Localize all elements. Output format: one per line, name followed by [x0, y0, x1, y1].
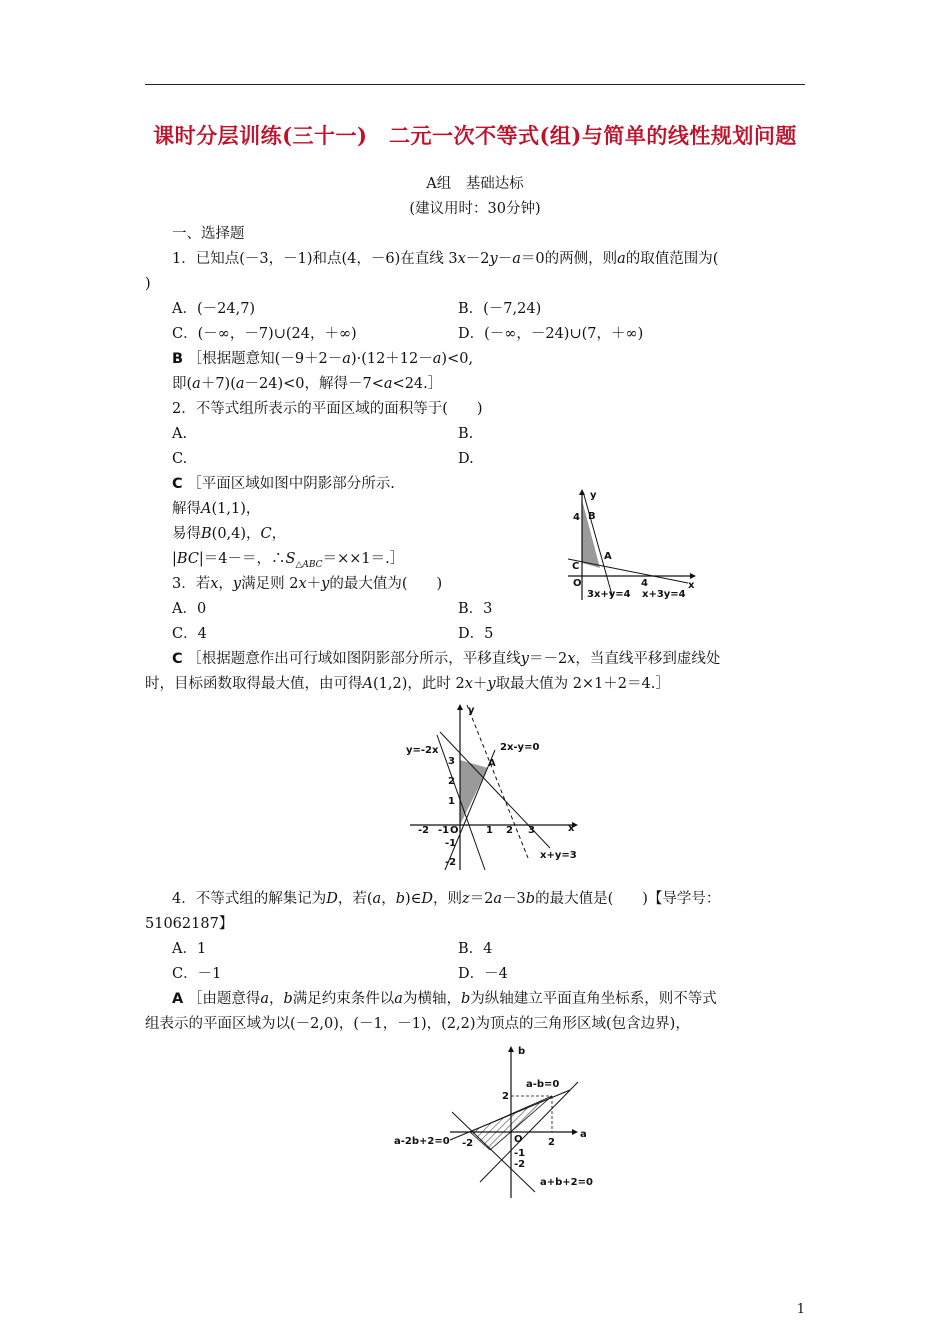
q3-tick-x-m2: -2: [418, 825, 430, 836]
q2-solution-4: |BC|＝4－＝，$\therefore S_{\triangle ABC}=\times\times 1=.]$: [172, 551, 405, 570]
q3-line-label-1: y=-2x: [406, 745, 439, 756]
q2-answer: C: [172, 476, 183, 492]
q1-answer: B: [172, 351, 184, 367]
q4-line-label-2: a-2b+2=0: [394, 1136, 450, 1147]
q2-option-d: D.: [458, 451, 474, 467]
q3-tick-x-2: 2: [506, 825, 513, 836]
time-hint: (建议用时：30分钟): [409, 201, 541, 217]
q3-stem: 3．若x，y满足则 2x＋y的最大值为( ): [172, 576, 443, 592]
q1-option-d: D．(－∞，－24)∪(7，＋∞): [458, 326, 644, 342]
q3-tick-y-m1: -1: [445, 838, 457, 849]
q3-option-b: B．3: [458, 601, 493, 617]
q3-option-c: C．4: [172, 626, 207, 642]
q4-tick-y-m1: -1: [514, 1148, 526, 1159]
section-heading: 一、选择题: [172, 226, 245, 242]
q3-line-label-2: 2x-y=0: [500, 742, 540, 753]
q3-tick-x-1: 1: [486, 825, 493, 836]
q3-figure: [400, 700, 585, 872]
q4-figure: [390, 1040, 600, 1202]
q4-solution: A ［由题意得a，b满足约束条件以a为横轴，b为纵轴建立平面直角坐标系，则不等式: [172, 991, 717, 1007]
q2-solution: C ［平面区域如图中阴影部分所示.: [172, 476, 395, 492]
q2-option-b: B.: [458, 426, 474, 442]
q3-option-a: A．0: [172, 601, 207, 617]
q4-axis-a: a: [580, 1129, 587, 1140]
q1-solution-cont: 即(a＋7)(a－24)<0，解得－7<a<24.］: [172, 376, 443, 392]
q4-line-label-3: a+b+2=0: [540, 1177, 593, 1188]
q2-solution-3: 易得B(0,4)，C，: [172, 526, 287, 542]
q4-option-a: A．1: [172, 941, 207, 957]
q2-line-label-1: 3x+y=4: [587, 589, 631, 600]
header-rule: [145, 84, 805, 85]
q1-solution: B ［根据题意知(－9＋2－a)·(12＋12－a)<0,: [172, 351, 474, 367]
q3-solution: C ［根据题意作出可行域如图阴影部分所示，平移直线y＝－2x，当直线平移到虚线处: [172, 651, 721, 667]
q2-stem: 2．不等式组所表示的平面区域的面积等于( ): [172, 401, 483, 417]
q3-tick-x-m1: -1: [438, 825, 450, 836]
q4-line-label-1: a-b=0: [526, 1079, 560, 1090]
group-label: A组 基础达标: [426, 176, 524, 192]
q4-stem: 4．不等式组的解集记为D，若(a，b)∈D，则z＝2a－3b的最大值是( )【导学号：: [172, 891, 721, 907]
q2-axis-x: x: [688, 580, 695, 591]
q3-label-O: O: [450, 825, 459, 836]
q3-option-d: D．5: [458, 626, 494, 642]
q4-tick-y-m2: -2: [514, 1159, 526, 1170]
page-title: 课时分层训练(三十一) 二元一次不等式(组)与简单的线性规划问题: [153, 123, 797, 148]
q4-label-O: O: [514, 1134, 523, 1145]
q4-stem-cont: 51062187】: [145, 916, 234, 932]
q1-option-a: A．(－24,7): [172, 301, 256, 317]
q4-answer: A: [172, 991, 184, 1007]
q1-option-c: C．(－∞，－7)∪(24，＋∞): [172, 326, 357, 342]
q2-solution-2: 解得A(1,1)，: [172, 501, 261, 517]
q4-tick-y-2: 2: [502, 1091, 509, 1102]
page-number: 1: [796, 1302, 805, 1317]
q2-axis-y: y: [590, 490, 597, 501]
q2-label-O: O: [573, 578, 582, 589]
q1-option-b: B．(－7,24): [458, 301, 542, 317]
q3-axis-y: y: [468, 705, 475, 716]
q2-figure: [560, 485, 700, 603]
q2-option-a: A.: [172, 426, 188, 442]
q4-option-c: C．－1: [172, 966, 222, 982]
q4-solution-cont: 组表示的平面区域为以(－2,0)，(－1，－1)，(2,2)为顶点的三角形区域(包含边界)，: [145, 1016, 690, 1032]
q4-tick-x-2: 2: [548, 1137, 555, 1148]
q3-axis-x: x: [568, 823, 575, 834]
q2-tick-4x: 4: [641, 578, 648, 589]
q3-tick-y-m2: -2: [445, 857, 457, 868]
q2-label-B: B: [588, 511, 596, 522]
q2-label-C: C: [572, 561, 580, 572]
q3-tick-y-1: 1: [448, 796, 455, 807]
q1-stem-cont: ): [145, 276, 151, 292]
q1-stem: 1．已知点(－3，－1)和点(4，－6)在直线 3x－2y－a＝0的两侧，则a的取值范围为(: [172, 251, 719, 267]
q4-axis-b: b: [518, 1046, 526, 1057]
q2-line-label-2: x+3y=4: [642, 589, 686, 600]
q3-line-label-3: x+y=3: [540, 850, 577, 861]
q2-tick-4y: 4: [573, 512, 580, 523]
q3-solution-cont: 时，目标函数取得最大值，由可得A(1,2)，此时 2x＋y取最大值为 2×1＋2＝4.］: [145, 676, 670, 692]
q4-tick-x-m2: -2: [462, 1138, 474, 1149]
q3-tick-x-3: 3: [528, 825, 535, 836]
q4-option-d: D．－4: [458, 966, 508, 982]
q4-option-b: B．4: [458, 941, 493, 957]
q3-tick-y-3: 3: [448, 756, 455, 767]
q3-tick-y-2: 2: [448, 776, 455, 787]
q3-answer: C: [172, 651, 183, 667]
q2-option-c: C.: [172, 451, 188, 467]
q2-label-A: A: [604, 551, 612, 562]
q3-shaded-region: [460, 760, 488, 825]
q3-label-A: A: [488, 758, 496, 769]
